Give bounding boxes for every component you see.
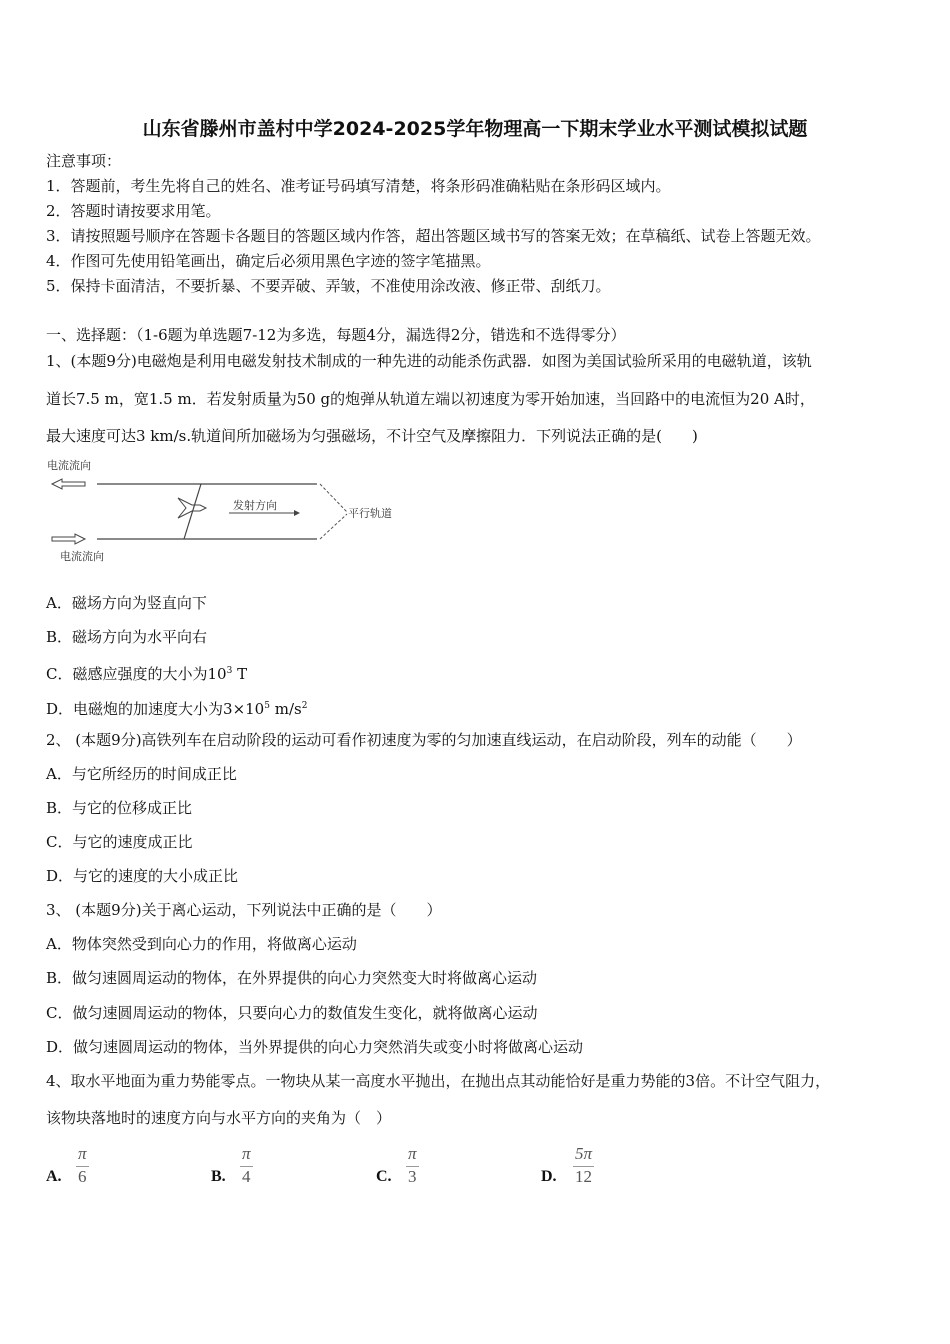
q4-option-b-fraction: $\frac{\pi}{4}$ bbox=[242, 1144, 251, 1186]
q4-option-a-label: A. bbox=[46, 1168, 62, 1185]
note-item: 3．请按照题号顺序在答题卡各题目的答题区域内作答，超出答题区域书写的答案无效；在草稿纸、试卷上答题无效。 bbox=[46, 227, 821, 245]
q4-option-a-fraction: $\frac{\pi}{6}$ bbox=[78, 1144, 87, 1186]
notes-heading: 注意事项： bbox=[46, 152, 122, 170]
q3-option-c: C．做匀速圆周运动的物体，只要向心力的数值发生变化，就将做离心运动 bbox=[46, 1004, 538, 1022]
q3-option-a: A．物体突然受到向心力的作用，将做离心运动 bbox=[46, 935, 357, 953]
note-item: 4．作图可先使用铅笔画出，确定后必须用黑色字迹的签字笔描黑。 bbox=[46, 252, 491, 270]
railgun-figure bbox=[40, 450, 420, 570]
q4-option-c-fraction: $\frac{\pi}{3}$ bbox=[408, 1144, 417, 1186]
q2-option-b: B．与它的位移成正比 bbox=[46, 799, 193, 817]
q4-stem-line: 该物块落地时的速度方向与水平方向的夹角为（ ） bbox=[46, 1109, 392, 1127]
current-top-label: 电流流向 bbox=[47, 459, 91, 472]
q3-stem: 3、 (本题9分)关于离心运动，下列说法中正确的是（ ） bbox=[46, 901, 442, 919]
arrow-right-icon bbox=[52, 534, 85, 544]
q2-option-a: A．与它所经历的时间成正比 bbox=[46, 765, 237, 783]
page-title: 山东省滕州市盖村中学2024-2025学年物理高一下期末学业水平测试模拟试题 bbox=[142, 118, 808, 140]
q1-option-d: D．电磁炮的加速度大小为$3\times 10^5$ $m/s^2$ bbox=[46, 700, 308, 718]
q4-option-d-label: D. bbox=[541, 1168, 557, 1185]
q1-option-c: C．磁感应强度的大小为$10^3$ T bbox=[46, 665, 248, 683]
q2-stem: 2、 (本题9分)高铁列车在启动阶段的运动可看作初速度为零的匀加速直线运动，在启动阶段，列车的动能（ ） bbox=[46, 731, 802, 749]
q3-option-d: D．做匀速圆周运动的物体，当外界提供的向心力突然消失或变小时将做离心运动 bbox=[46, 1038, 584, 1056]
q4-stem-line: 4、取水平地面为重力势能零点。一物块从某一高度水平抛出，在抛出点其动能恰好是重力势能的3倍。不计空气阻力， bbox=[46, 1072, 831, 1090]
q2-option-c: C．与它的速度成正比 bbox=[46, 833, 193, 851]
q4-option-c-label: C. bbox=[376, 1168, 392, 1185]
note-item: 1．答题前，考生先将自己的姓名、准考证号码填写清楚，将条形码准确粘贴在条形码区域内。 bbox=[46, 177, 671, 195]
q1-stem-line: 道长7.5 m，宽1.5 m．若发射质量为50 g的炮弹从轨道左端以初速度为零开始加速，当回路中的电流恒为20 A时， bbox=[46, 390, 815, 408]
note-item: 2．答题时请按要求用笔。 bbox=[46, 202, 221, 220]
q1-stem-line: 最大速度可达3 km/s.轨道间所加磁场为匀强磁场，不计空气及摩擦阻力．下列说法正确的是( ) bbox=[46, 427, 698, 445]
q1-option-b: B．磁场方向为水平向右 bbox=[46, 628, 208, 646]
rails-label: 平行轨道 bbox=[348, 507, 392, 520]
arrow-left-icon bbox=[52, 479, 85, 489]
q3-option-b: B．做匀速圆周运动的物体，在外界提供的向心力突然变大时将做离心运动 bbox=[46, 969, 538, 987]
q1-option-a: A．磁场方向为竖直向下 bbox=[46, 594, 207, 612]
q1-stem-line: 1、(本题9分)电磁炮是利用电磁发射技术制成的一种先进的动能杀伤武器．如图为美国试验所采用的电磁轨道，该轨 bbox=[46, 352, 812, 370]
q2-option-d: D．与它的速度的大小成正比 bbox=[46, 867, 239, 885]
current-bottom-label: 电流流向 bbox=[60, 550, 104, 563]
section-heading: 一、选择题：（1-6题为单选题7-12为多选，每题4分，漏选得2分，错选和不选得零分） bbox=[46, 326, 626, 344]
launch-direction-label: 发射方向 bbox=[233, 499, 277, 512]
q4-option-b-label: B. bbox=[211, 1168, 226, 1185]
note-item: 5．保持卡面清洁，不要折暴、不要弄破、弄皱，不准使用涂改液、修正带、刮纸刀。 bbox=[46, 277, 611, 295]
q4-option-d-fraction: $\frac{5\pi}{12}$ bbox=[575, 1144, 593, 1186]
